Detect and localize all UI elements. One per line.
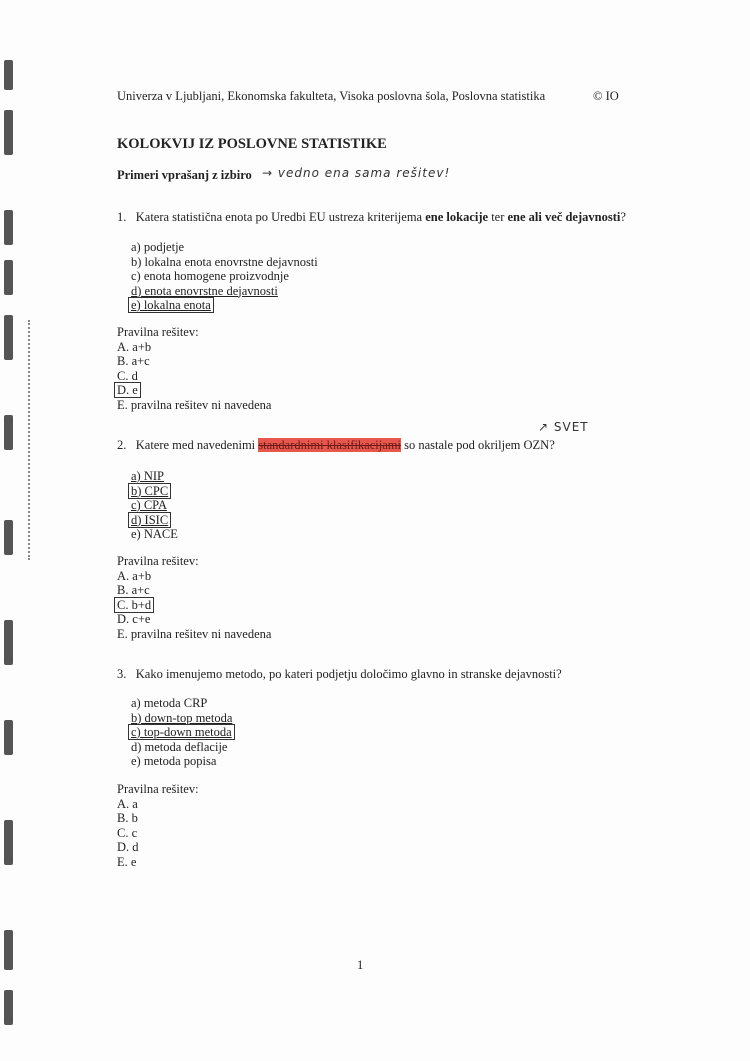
binder-mark (4, 520, 13, 555)
answers-list (117, 325, 271, 412)
binder-mark (4, 210, 13, 245)
question-2 (117, 438, 555, 453)
answer: B. a+c (117, 583, 150, 597)
option-marked: b) CPC (128, 483, 171, 499)
binder-mark (4, 110, 13, 155)
option: d) metoda deflacije (131, 739, 228, 754)
answer: C. d (117, 368, 138, 383)
question-1 (117, 210, 626, 225)
binder-mark (4, 260, 13, 295)
question-number: 3. (117, 667, 127, 681)
option: a) NIP (131, 469, 164, 483)
options-list (131, 469, 178, 542)
option: c) enota homogene proizvodnje (131, 269, 289, 283)
header-institution: Univerza v Ljubljani, Ekonomska fakulteta, Visoka poslovna šola, Poslovna statistika (117, 89, 546, 103)
options-list (131, 240, 318, 313)
option: a) metoda CRP (131, 696, 208, 710)
answer: E. e (117, 854, 137, 869)
handwritten-note: → vedno ena sama rešitev! (262, 166, 451, 180)
option-marked: e) lokalna enota (128, 297, 214, 313)
option: b) down-top metoda (131, 710, 233, 725)
answer: E. pravilna rešitev ni navedena (117, 397, 272, 412)
answers-list (117, 554, 271, 641)
option: e) NACE (131, 527, 178, 541)
option: d) enota enovrstne dejavnosti (131, 283, 278, 298)
answer-label: Pravilna rešitev: (117, 325, 199, 339)
scan-artifact (28, 320, 36, 560)
answer-label: Pravilna rešitev: (117, 554, 199, 568)
answer: A. a+b (117, 339, 152, 354)
answer: C. c (117, 825, 138, 840)
answer: D. c+e (117, 612, 151, 626)
binder-mark (4, 720, 13, 755)
option: b) lokalna enota enovrstne dejavnosti (131, 254, 318, 269)
option: e) metoda popisa (131, 754, 217, 768)
option-marked: d) ISIC (128, 512, 171, 528)
question-text: Katera statistična enota po Uredbi EU ustreza kriterijema (135, 210, 426, 224)
highlighted-text: standardnimi klasifikacijami (258, 438, 401, 452)
option-marked: c) top-down metoda (128, 724, 235, 740)
question-number: 2. (117, 438, 127, 452)
option: c) CPA (131, 498, 168, 512)
header-copyright: © IO (593, 89, 619, 103)
option: a) podjetje (131, 240, 185, 254)
binder-mark (4, 415, 13, 450)
answer-label: Pravilna rešitev: (117, 782, 199, 796)
answer: D. d (117, 840, 139, 854)
binder-mark (4, 990, 13, 1025)
handwritten-note: ↗ SVET (538, 420, 589, 434)
question-3 (117, 667, 562, 682)
answer: B. b (117, 811, 138, 825)
subtitle: Primeri vprašanj z izbiro (117, 168, 252, 182)
answer: E. pravilna rešitev ni navedena (117, 626, 272, 641)
question-text: ter (488, 210, 508, 224)
page-title: KOLOKVIJ IZ POSLOVNE STATISTIKE (117, 136, 387, 152)
binder-mark (4, 930, 13, 970)
page-number: 1 (357, 958, 364, 972)
question-text: Katere med navedenimi (135, 438, 259, 452)
answer: A. a (117, 796, 138, 811)
answer: B. a+c (117, 354, 150, 368)
question-text: Kako imenujemo metodo, po kateri podjetju določimo glavno in stranske dejavnosti? (135, 667, 562, 681)
options-list (131, 696, 235, 769)
question-text: ? (620, 210, 626, 224)
answer: A. a+b (117, 568, 152, 583)
question-text: so nastale pod okriljem OZN? (400, 438, 555, 452)
binder-mark (4, 60, 13, 90)
question-bold: ene ali več dejavnosti (507, 210, 621, 224)
binder-mark (4, 820, 13, 865)
answers-list (117, 782, 199, 869)
question-bold: ene lokacije (425, 210, 489, 224)
binder-mark (4, 620, 13, 665)
answer-marked: D. e (114, 382, 141, 398)
question-number: 1. (117, 210, 127, 224)
binder-mark (4, 315, 13, 360)
answer-marked: C. b+d (114, 597, 154, 613)
